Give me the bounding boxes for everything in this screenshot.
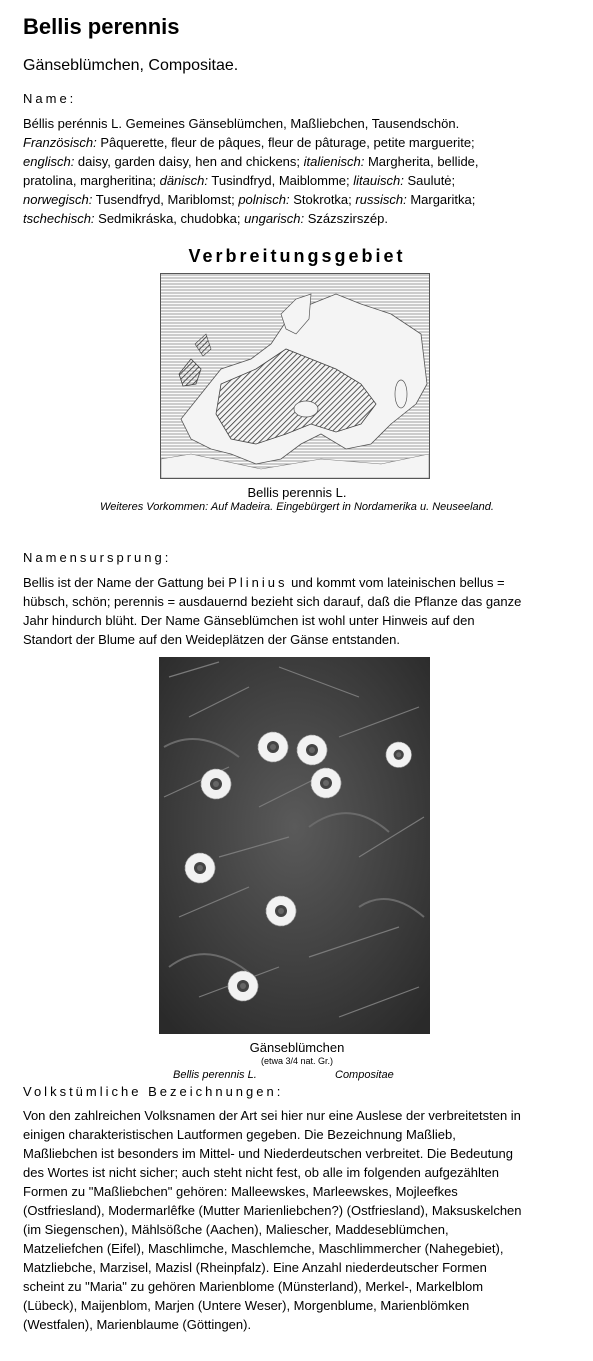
distribution-map bbox=[160, 273, 430, 479]
folk-line: (Ostfriesland), Modermarlêfke (Mutter Marienliebchen?) (Ostfriesland), Maksuskelchen bbox=[23, 1203, 522, 1218]
origin-heading: Namensursprung: bbox=[23, 550, 172, 565]
page-title: Bellis perennis bbox=[23, 14, 180, 39]
folk-line: scheint zu "Maria" zu gehören Marienblome (Münsterland), Merkel-, Markelblom bbox=[23, 1279, 484, 1294]
origin-line-2: hübsch, schön; perennis = ausdauernd bezieht sich darauf, daß die Pflanze das ganze bbox=[23, 594, 522, 609]
folk-line: einigen charakteristischen Lautformen gegeben. Die Bezeichnung Maßlieb, bbox=[23, 1127, 456, 1142]
map-title: Verbreitungsgebiet bbox=[188, 246, 406, 266]
folk-line: Von den zahlreichen Volksnamen der Art sei hier nur eine Auslese der verbreitetsten in bbox=[23, 1108, 521, 1123]
folk-line: Maßliebchen ist besonders im Mittel- und Niederdeutschen verbreitet. Die Bedeutung bbox=[23, 1146, 513, 1161]
photo-scale: (etwa 3/4 nat. Gr.) bbox=[260, 1056, 334, 1066]
folk-line: (Westfalen), Marienblaume (Göttingen). bbox=[23, 1317, 252, 1332]
name-line-6: tschechisch: Sedmikráska, chudobka; ungarisch: Százszirszép. bbox=[23, 211, 388, 226]
folk-line: (Lübeck), Maijenblom, Marjen (Untere Weser), Morgenblume, Marienblömken bbox=[23, 1298, 470, 1313]
name-heading: Name: bbox=[23, 91, 77, 106]
photo-family: Compositae bbox=[335, 1069, 394, 1081]
name-paragraph bbox=[23, 114, 571, 228]
page-subtitle: Gänseblümchen, Compositae. bbox=[23, 57, 239, 74]
name-line-1: Béllis perénnis L. Gemeines Gänseblümchen, Maßliebchen, Tausendschön. bbox=[23, 116, 460, 131]
origin-line-4: Standort der Blume auf den Weideplätzen der Gänse entstanden. bbox=[23, 632, 401, 647]
name-line-3: englisch: daisy, garden daisy, hen and chickens; italienisch: Margherita, bellide, bbox=[23, 154, 479, 169]
daisy-photo bbox=[159, 657, 430, 1034]
daisy-photo-image bbox=[159, 657, 430, 1034]
folk-names-heading: Volkstümliche Bezeichnungen: bbox=[23, 1084, 284, 1099]
folk-line: Matzeliefchen (Eifel), Maschlimche, Maschlemche, Maschlimmercher (Nahegebiet), bbox=[23, 1241, 504, 1256]
origin-line-3: Jahr hindurch blüht. Der Name Gänseblümchen ist wohl unter Hinweis auf den bbox=[23, 613, 475, 628]
folk-line: (im Siegenschen), Mählsößche (Aachen), Maliescher, Maddeseblümchen, bbox=[23, 1222, 449, 1237]
origin-line-1: Bellis ist der Name der Gattung bei Plinius und kommt vom lateinischen bellus = bbox=[23, 575, 505, 590]
folk-names-paragraph bbox=[23, 1106, 571, 1334]
photo-caption: Gänseblümchen bbox=[249, 1040, 345, 1055]
name-line-4: pratolina, margheritina; dänisch: Tusindfryd, Maiblomme; litauisch: Saulutė; bbox=[23, 173, 456, 188]
folk-line: Formen zu "Maßliebchen" gehören: Malleewskes, Marleewskes, Mojleefkes bbox=[23, 1184, 458, 1199]
map-caption: Bellis perennis L. bbox=[247, 485, 347, 500]
name-line-5: norwegisch: Tusendfryd, Mariblomst; polnisch: Stokrotka; russisch: Margaritka; bbox=[23, 192, 476, 207]
photo-species: Bellis perennis L. bbox=[173, 1069, 257, 1081]
name-line-2: Französisch: Pâquerette, fleur de pâques, fleur de pâturage, petite marguerite; bbox=[23, 135, 475, 150]
folk-line: Matzliebche, Marzisel, Mazisl (Rheinpfalz). Eine Anzahl niederdeutscher Formen bbox=[23, 1260, 487, 1275]
folk-line: des Wortes ist nicht sicher; auch steht nicht fest, ob alle im folgenden aufgezählten bbox=[23, 1165, 499, 1180]
map-note: Weiteres Vorkommen: Auf Madeira. Eingebürgert in Nordamerika u. Neuseeland. bbox=[100, 501, 494, 513]
author-name: Plinius bbox=[228, 575, 288, 590]
europe-map-image bbox=[161, 274, 429, 478]
origin-paragraph bbox=[23, 573, 571, 649]
